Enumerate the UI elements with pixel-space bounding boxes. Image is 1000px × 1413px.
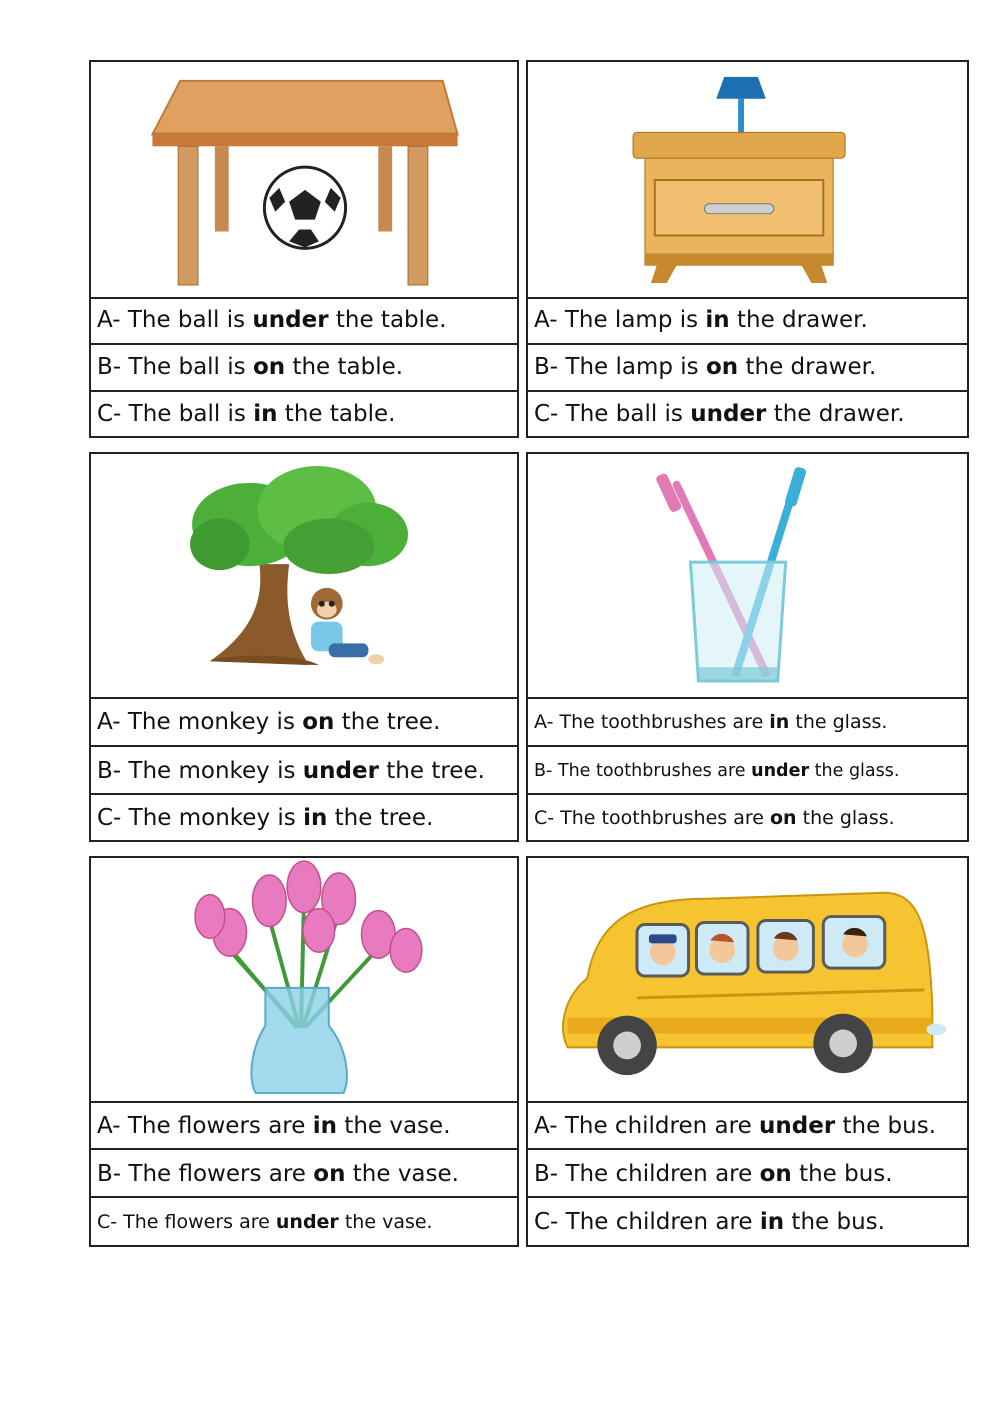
- children-in-bus-image: [528, 858, 967, 1103]
- ball-under-table-image: [91, 62, 517, 299]
- option-a[interactable]: A- The flowers are in the vase.: [91, 1102, 517, 1150]
- option-a[interactable]: A- The toothbrushes are in the glass.: [528, 698, 967, 747]
- option-c[interactable]: C- The monkey is in the tree.: [97, 805, 434, 831]
- flowers-in-vase-image: [91, 858, 517, 1103]
- monkey-under-tree-image: [91, 454, 517, 699]
- card-children-bus: [526, 856, 969, 1247]
- option-b[interactable]: B- The toothbrushes are under the glass.: [528, 747, 967, 795]
- option-b[interactable]: B- The flowers are on the vase.: [91, 1150, 517, 1198]
- option-a[interactable]: A- The ball is under the table.: [91, 298, 517, 345]
- option-a[interactable]: A- The children are under the bus.: [528, 1102, 967, 1150]
- option-b[interactable]: B- The children are on the bus.: [528, 1150, 967, 1198]
- toothbrushes-in-glass-image: [528, 454, 967, 699]
- card-flowers-vase: [89, 856, 519, 1247]
- option-b[interactable]: B- The monkey is under the tree.: [91, 747, 517, 795]
- option-b[interactable]: B- The ball is on the table.: [91, 345, 517, 392]
- lamp-on-drawer-image: [528, 62, 967, 299]
- card-toothbrushes-glass: [526, 452, 969, 842]
- option-c[interactable]: C- The ball is in the table.: [97, 401, 396, 427]
- card-lamp-drawer: [526, 60, 969, 438]
- card-ball-table: [89, 60, 519, 438]
- option-c[interactable]: C- The ball is under the drawer.: [534, 401, 905, 427]
- option-b[interactable]: B- The lamp is on the drawer.: [528, 345, 967, 392]
- option-c[interactable]: C- The flowers are under the vase.: [97, 1211, 433, 1233]
- option-c[interactable]: C- The children are in the bus.: [534, 1209, 885, 1235]
- card-monkey-tree: [89, 452, 519, 842]
- option-a[interactable]: A- The monkey is on the tree.: [91, 698, 517, 747]
- option-c[interactable]: C- The toothbrushes are on the glass.: [534, 807, 895, 829]
- option-a[interactable]: A- The lamp is in the drawer.: [528, 298, 967, 345]
